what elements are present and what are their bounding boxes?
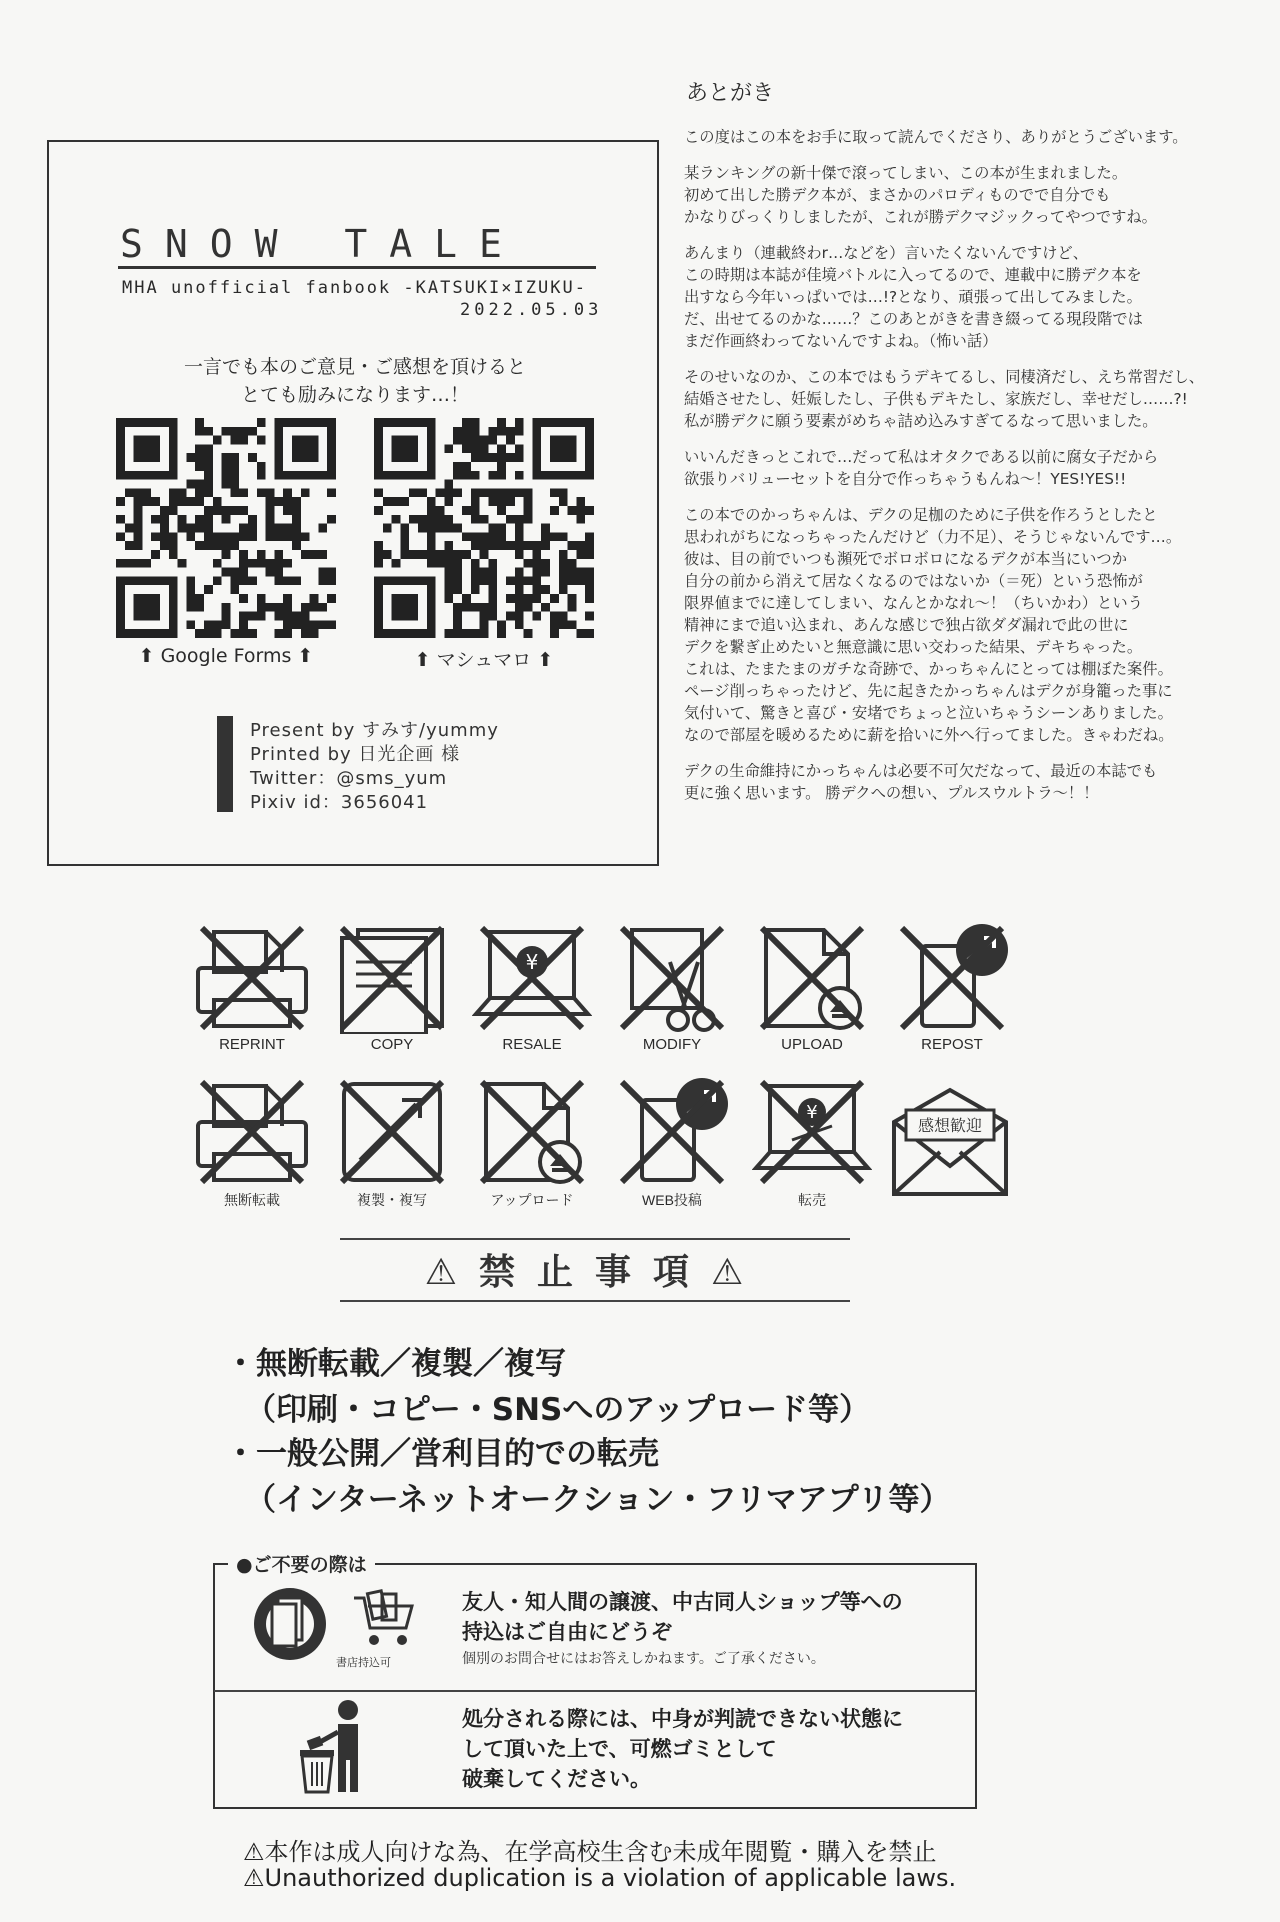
afterword-line: ページ削っちゃったけど、先に起きたかっちゃんはデクが身籠った事に bbox=[684, 682, 1173, 700]
credit-pixiv: Pixiv id：3656041 bbox=[250, 792, 429, 813]
icon-label: REPOST bbox=[921, 1036, 983, 1053]
afterword-line: この度はこの本をお手に取って読んでくださり、ありがとうございます。 bbox=[684, 128, 1188, 146]
afterword-line: 思われがちになっちゃったんだけど（力不足）、そうじゃないんです…。 bbox=[684, 528, 1182, 546]
copyright-warning: ⚠Unauthorized duplication is a violation of applicable laws. bbox=[243, 1864, 957, 1892]
upload-prohibited-jp-icon bbox=[472, 1076, 592, 1216]
trash-disposal-icon bbox=[298, 1698, 368, 1794]
resale-prohibited-icon bbox=[472, 922, 592, 1062]
afterword-line: デクを繋ぎ止めたいと無意識に思い交わった結果、デキちゃった。 bbox=[684, 638, 1143, 656]
repost-prohibited-jp-icon bbox=[612, 1076, 732, 1216]
afterword-line: 彼は、目の前でいつも瀕死でボロボロになるデクが本当にいつか bbox=[684, 550, 1127, 568]
prohibition-line: （インターネットオークション・フリマアプリ等） bbox=[245, 1482, 951, 1518]
google-forms-qr-code[interactable] bbox=[116, 418, 336, 638]
book-title: SNOW TALE bbox=[120, 222, 524, 266]
disposal-heading: ●ご不要の際は bbox=[228, 1550, 375, 1577]
icon-label: 無断転載 bbox=[224, 1192, 280, 1208]
icon-label: 転売 bbox=[798, 1192, 826, 1208]
icon-label: アップロード bbox=[490, 1192, 574, 1208]
afterword-line: 某ランキングの新十傑で滾ってしまい、この本が生まれました。 bbox=[684, 164, 1128, 182]
icon-label: COPY bbox=[370, 1036, 414, 1053]
book-subtitle: MHA unofficial fanbook -KATSUKI×IZUKU- bbox=[122, 278, 587, 298]
copy-prohibited-icon bbox=[332, 922, 452, 1062]
icon-label: 複製・複写 bbox=[357, 1192, 427, 1208]
yen-sign: ¥ bbox=[806, 1102, 818, 1123]
credit-present: Present by すみす/yummy bbox=[250, 720, 499, 741]
copy-prohibited-jp-icon bbox=[332, 1076, 452, 1216]
prohibition-rule-top bbox=[340, 1238, 850, 1240]
marshmallow-qr-code[interactable] bbox=[374, 418, 594, 638]
envelope-text: 感想歓迎 bbox=[917, 1116, 983, 1135]
afterword-line: これは、たまたまのガチな奇跡で、かっちゃんにとっては棚ぼた案件。 bbox=[684, 660, 1173, 678]
afterword-line: 私が勝デクに願う要素がめちゃ詰め込みすぎてるなって思いました。 bbox=[684, 412, 1158, 430]
transfer-note: 個別のお問合せにはお答えしかねます。ご了承ください。 bbox=[462, 1651, 825, 1667]
age-warning: ⚠本作は成人向けな為、在学高校生含む未成年閲覧・購入を禁止 bbox=[243, 1838, 937, 1866]
yen-sign: ¥ bbox=[525, 950, 539, 974]
store-ok-label: 書店持込可 bbox=[336, 1656, 391, 1669]
afterword-line: なので部屋を暖めるために薪を拾いに外へ行ってました。きゃわだね。 bbox=[684, 726, 1174, 744]
afterword-line: だ、出せてるのかな……？このあとがきを書き綴ってる現段階では bbox=[684, 310, 1143, 328]
afterword-line: この本でのかっちゃんは、デクの足枷のために子供を作ろうとしたと bbox=[684, 506, 1158, 524]
afterword-line: 気付いて、驚きと喜び・安堵でちょっと泣いちゃうシーンありました。 bbox=[684, 704, 1173, 722]
afterword-line: まだ作画終わってないんですよね。（怖い話） bbox=[684, 332, 998, 350]
discard-line: 破棄してください。 bbox=[462, 1767, 651, 1791]
icon-label: WEB投稿 bbox=[642, 1192, 702, 1208]
request-line: 一言でも本のご意見・ご感想を頂けると bbox=[183, 356, 526, 378]
prohibition-line: （印刷・コピー・SNSへのアップロード等） bbox=[245, 1392, 871, 1428]
transfer-line: 持込はご自由にどうぞ bbox=[462, 1620, 672, 1644]
afterword-line: 更に強く思います。 勝デクへの想い、プルスウルトラ～！！ bbox=[684, 784, 1099, 802]
afterword-line: 初めて出した勝デク本が、まさかのパロディものでで自分でも bbox=[684, 186, 1111, 204]
credit-twitter: Twitter：@sms_yum bbox=[250, 768, 448, 789]
afterword-line: いいんだきっとこれで…だって私はオタクである以前に腐女子だから bbox=[684, 448, 1159, 466]
reprint-prohibited-icon bbox=[192, 922, 312, 1062]
recycle-book-icon bbox=[250, 1584, 330, 1664]
discard-line: 処分される際には、中身が判読できない状態に bbox=[462, 1707, 903, 1731]
icon-label: UPLOAD bbox=[781, 1036, 843, 1053]
modify-prohibited-icon bbox=[612, 922, 732, 1062]
disposal-divider bbox=[214, 1690, 976, 1692]
afterword-line: そのせいなのか、この本ではもうデキてるし、同棲済だし、えち常習だし、 bbox=[684, 368, 1205, 386]
book-date: 2022.05.03 bbox=[460, 300, 603, 320]
feedback-welcome-envelope-icon bbox=[890, 1086, 1010, 1226]
icon-label: RESALE bbox=[502, 1036, 562, 1053]
upload-prohibited-icon bbox=[752, 922, 872, 1062]
icon-label: REPRINT bbox=[219, 1036, 285, 1053]
prohibition-rule-bottom bbox=[340, 1300, 850, 1302]
google-forms-label: ⬆ Google Forms ⬆ bbox=[138, 645, 314, 667]
afterword-line: デクの生命維持にかっちゃんは必要不可欠だなって、最近の本誌でも bbox=[684, 762, 1158, 780]
afterword-line: かなりびっくりしましたが、これが勝デクマジックってやつですね。 bbox=[684, 208, 1157, 226]
marshmallow-label: ⬆ マシュマロ ⬆ bbox=[414, 649, 554, 671]
afterword-title: あとがき bbox=[686, 81, 775, 106]
afterword-line: この時期は本誌が佳境バトルに入ってるので、連載中に勝デク本を bbox=[684, 266, 1142, 284]
afterword-line: 限界値までに達してしまい、なんとかなれ～！（ちいかわ）という bbox=[684, 594, 1143, 612]
afterword-line: 出すなら今年いっぱいでは…!?となり、頑張って出してみました。 bbox=[684, 288, 1142, 306]
prohibition-line: ・無断転載／複製／複写 bbox=[225, 1346, 566, 1382]
icon-label: MODIFY bbox=[642, 1036, 702, 1053]
afterword-line: 結婚させたし、妊娠したし、子供もデキたし、家族だし、幸せだし……?! bbox=[684, 390, 1188, 408]
afterword-line: 欲張りバリューセットを自分で作っちゃうもんね～！YES!YES!! bbox=[684, 470, 1127, 488]
prohibition-title: ⚠禁止事項⚠ bbox=[424, 1252, 766, 1293]
request-line: とても励みになります…！ bbox=[240, 384, 469, 406]
reprint-prohibited-jp-icon bbox=[192, 1076, 312, 1216]
resale-prohibited-jp-icon bbox=[752, 1076, 872, 1216]
prohibition-line: ・一般公開／営利目的での転売 bbox=[225, 1436, 659, 1472]
discard-line: して頂いた上で、可燃ゴミとして bbox=[462, 1737, 777, 1761]
transfer-line: 友人・知人間の譲渡、中古同人ショップ等への bbox=[462, 1590, 903, 1614]
repost-prohibited-icon bbox=[892, 922, 1012, 1062]
title-rule bbox=[118, 266, 596, 269]
credit-bar bbox=[217, 716, 233, 812]
afterword-line: 自分の前から消えて居なくなるのではないか（＝死）という恐怖が bbox=[684, 572, 1143, 590]
shopping-cart-icon bbox=[352, 1588, 418, 1650]
afterword-line: あんまり（連載終わr…などを）言いたくないんですけど、 bbox=[684, 244, 1089, 262]
afterword-line: 精神にまで追い込まれ、あんな感じで独占欲ダダ漏れで此の世に bbox=[684, 616, 1129, 634]
credit-printed: Printed by 日光企画 様 bbox=[250, 744, 461, 765]
